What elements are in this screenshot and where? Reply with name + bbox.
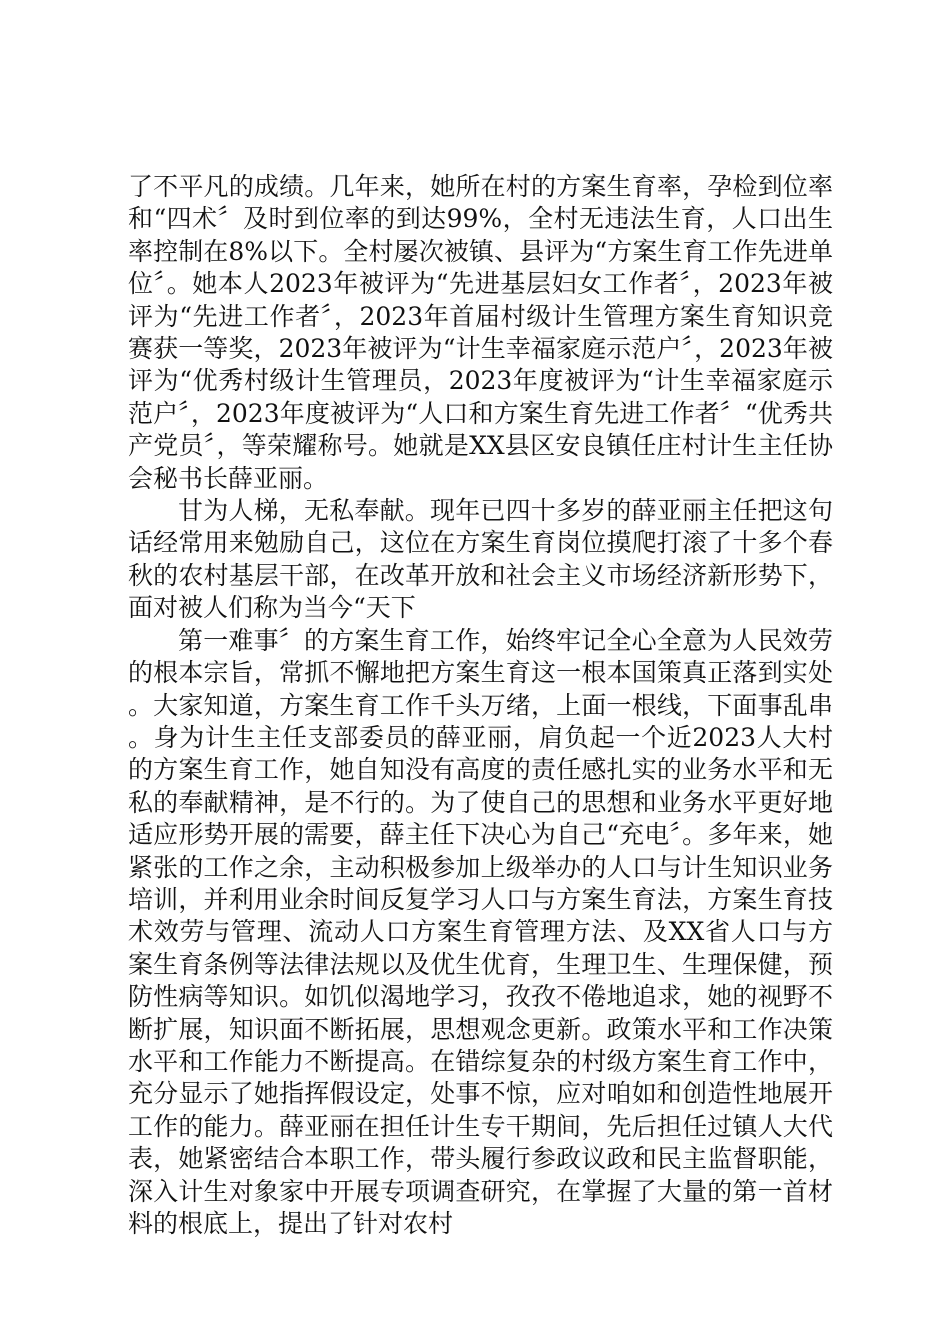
paragraph-work-and-study: 第一难事〞的方案生育工作，始终牢记全心全意为人民效劳的根本宗旨，常抓不懈地把方案生育这一根本国策真正落到实处。大家知道，方案生育工作千头万绪，上面一根线，下面事乱串。身为计生主任支部委员的薛亚丽，肩负起一个近2023人大村的方案生育工作，她自知没有高度的责任感扎实的业务水平和无私的奉献精神，是不行的。为了使自己的思想和业务水平更好地适应形势开展的需要，薛主任下决心为自己“充电〞。多年来，她紧张的工作之余，主动积极参加上级举办的人口与计生知识业务培训，并利用业余时间反复学习人口与方案生育法，方案生育技术效劳与管理、流动人口方案生育管理方法、及XX省人口与方案生育条例等法律法规以及优生优育，生理卫生、生理保健，预防性病等知识。如饥似渴地学习，孜孜不倦地追求，她的视野不断扩展，知识面不断拓展，思想观念更新。政策水平和工作决策水平和工作能力不断提高。在错综复杂的村级方案生育工作中，充分显示了她指挥假设定，处事不惊，应对咱如和创造性地展开工作的能力。薛亚丽在担任计生专干期间，先后担任过镇人大代表，她紧密结合本职工作，带头履行参政议政和民主监督职能，深入计生对象家中开展专项调查研究，在掌握了大量的第一首材料的根底上，提出了针对农村: [128, 625, 833, 1238]
paragraph-achievements: 了不平凡的成绩。几年来，她所在村的方案生育率，孕检到位率和“四术〞及时到位率的到达99%，全村无违法生育，人口出生率控制在8%以下。全村屡次被镇、县评为“方案生育工作先进单位〞。她本人2023年被评为“先进基层妇女工作者〞，2023年被评为“先进工作者〞，2023年首届村级计生管理方案生育知识竞赛获一等奖，2023年被评为“计生幸福家庭示范户〞，2023年被评为“优秀村级计生管理员，2023年度被评为“计生幸福家庭示范户〞，2023年度被评为“人口和方案生育先进工作者〞“优秀共产党员〞，等荣耀称号。她就是XX县区安良镇任庄村计生主任协会秘书长薛亚丽。: [128, 172, 833, 493]
document-body: [128, 171, 833, 1240]
paragraph-dedication: 甘为人梯，无私奉献。现年已四十多岁的薛亚丽主任把这句话经常用来勉励自己，这位在方案生育岗位摸爬打滚了十多个春秋的农村基层干部，在改革开放和社会主义市场经济新形势下，面对被人们称为当今“天下: [128, 496, 833, 623]
